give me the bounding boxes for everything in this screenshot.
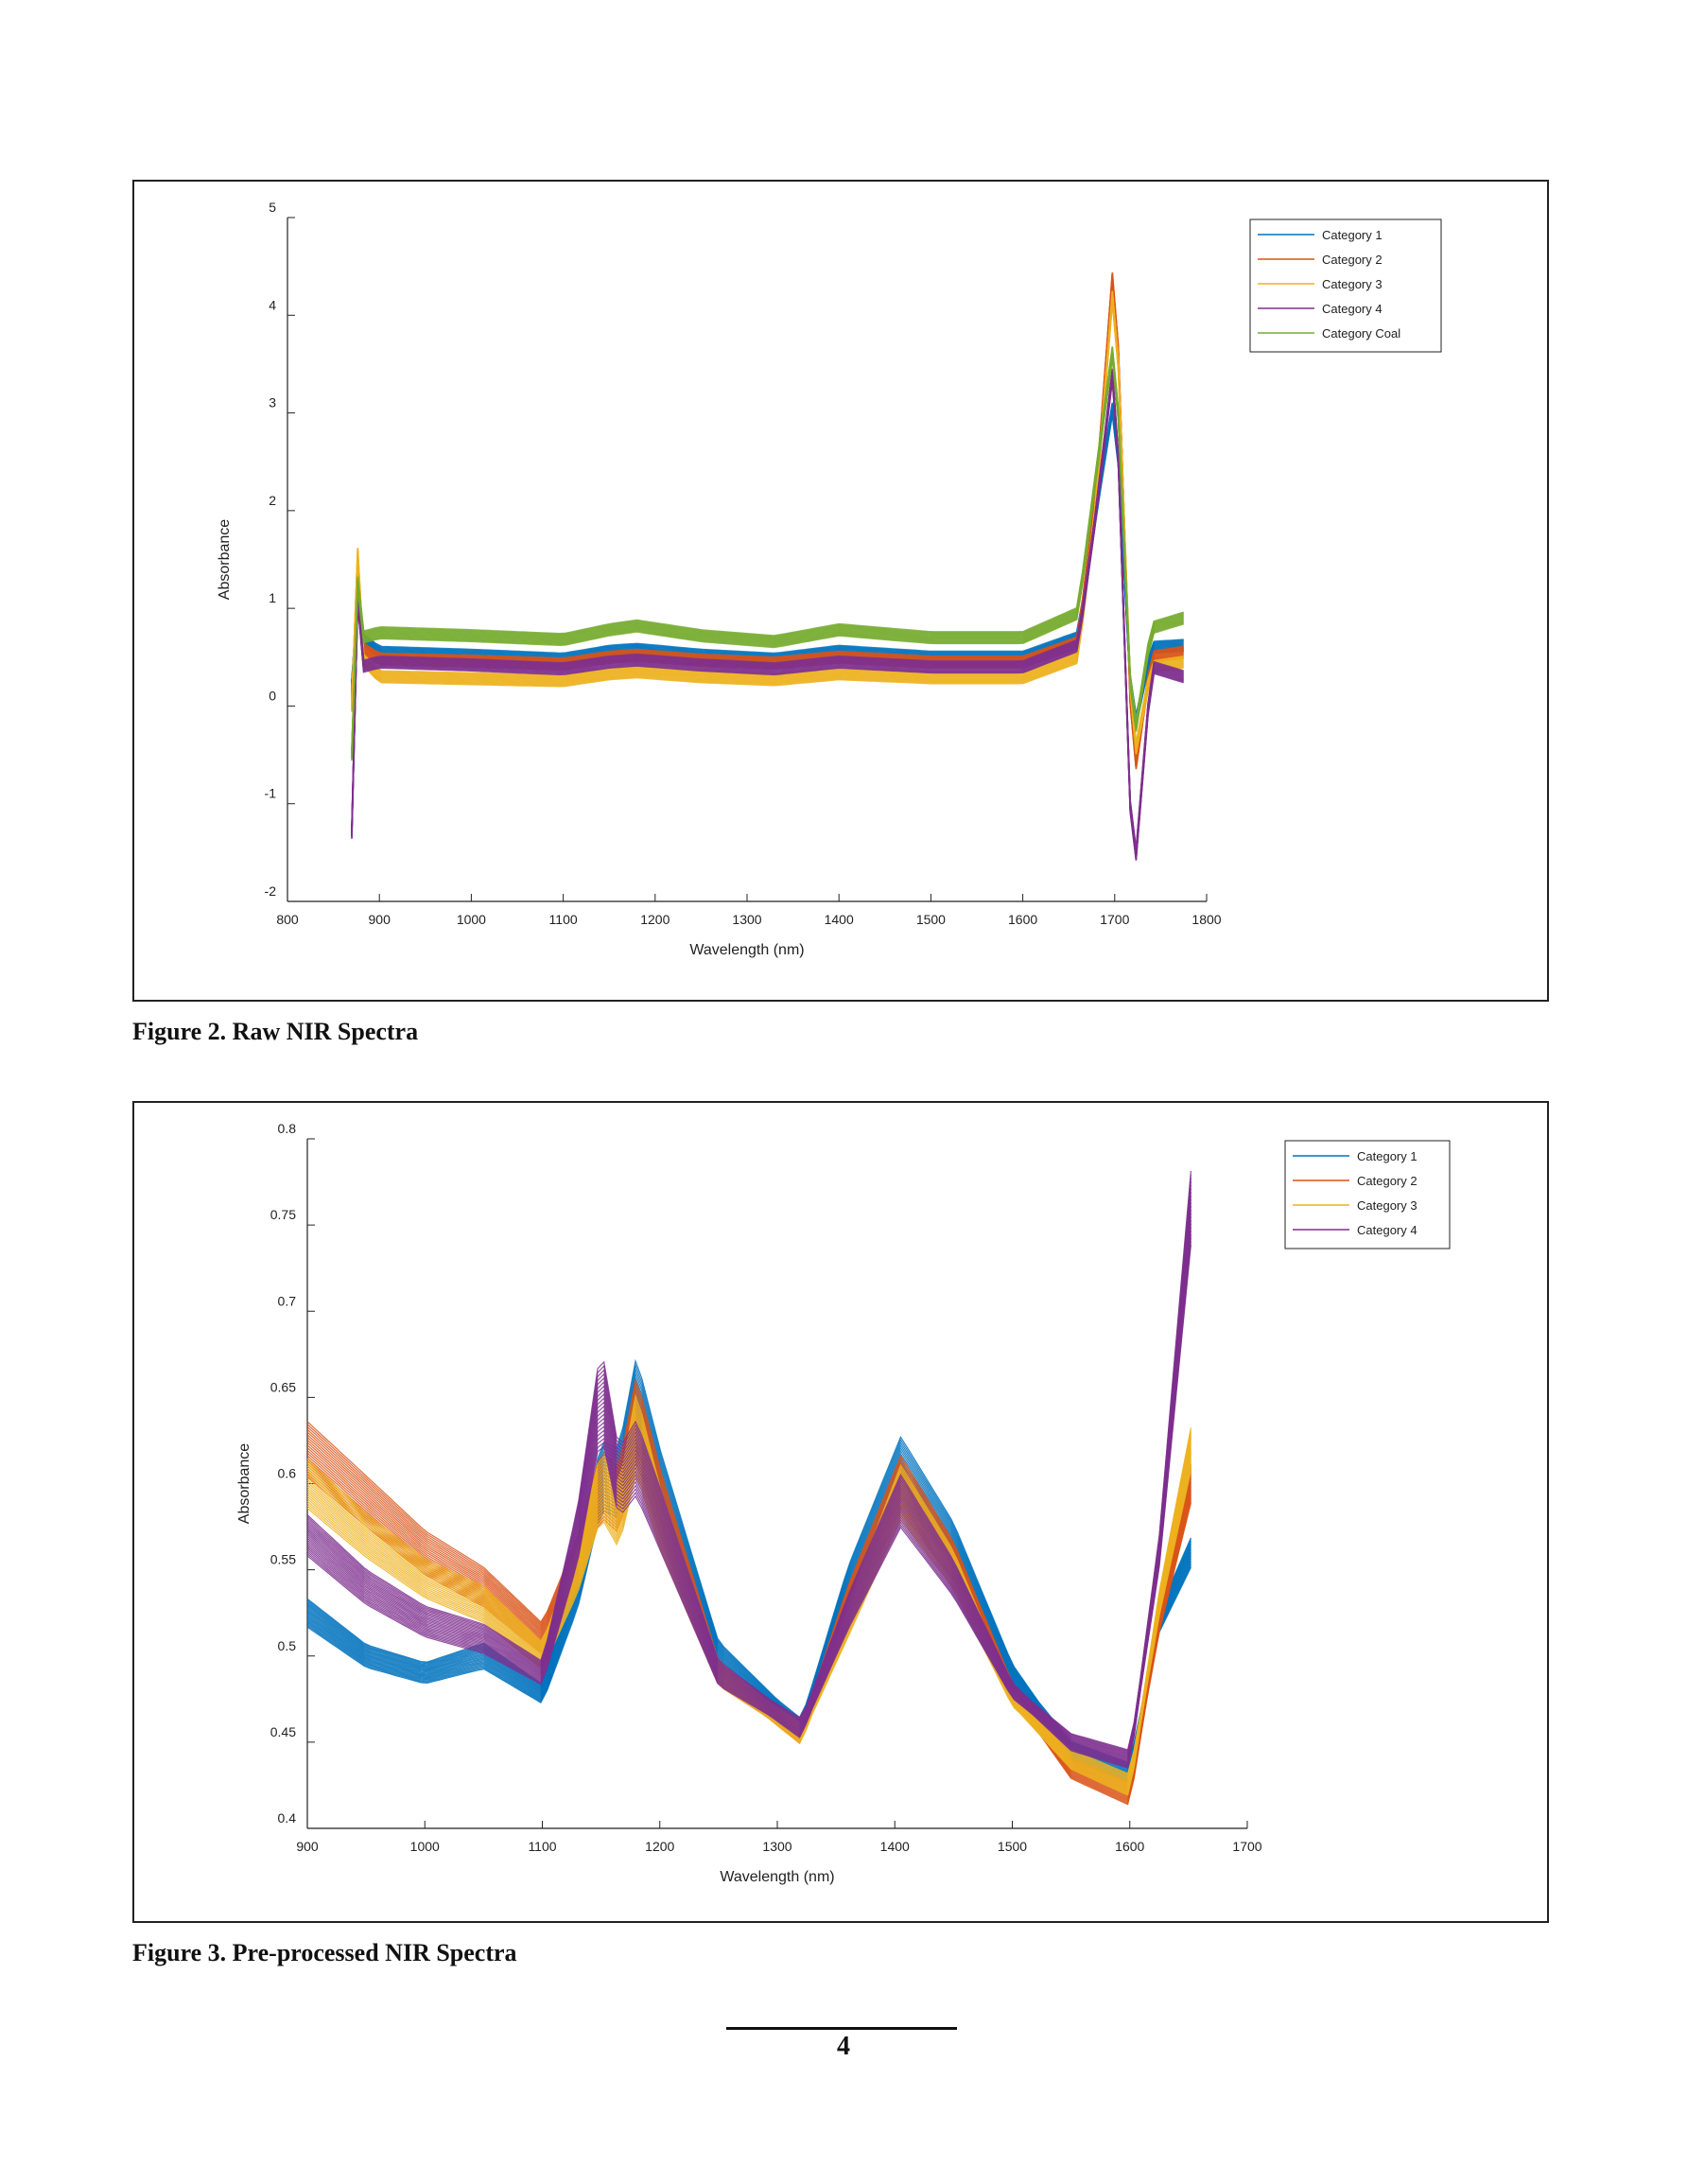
series-line [352, 283, 1184, 768]
y-tick-label: 0.7 [277, 1293, 296, 1309]
legend-label: Category Coal [1322, 326, 1401, 341]
series-line [307, 1419, 1191, 1775]
series-line [352, 282, 1184, 767]
y-tick-label: -2 [264, 883, 276, 899]
y-tick-label: 0.5 [277, 1637, 296, 1653]
figure-2-caption: Figure 2. Raw NIR Spectra [132, 1018, 419, 1045]
series-line [307, 1390, 1191, 1770]
x-tick-label: 1500 [997, 1839, 1028, 1854]
figure-3-caption: Figure 3. Pre-processed NIR Spectra [132, 1939, 517, 1966]
x-tick-label: 800 [276, 912, 299, 927]
x-tick-label: 1600 [1008, 912, 1038, 927]
x-tick-label: 1300 [732, 912, 762, 927]
series-category-4 [352, 369, 1184, 861]
x-tick-label: 1200 [640, 912, 670, 927]
series-line [352, 275, 1184, 760]
series-line [352, 371, 1184, 851]
series-line [352, 348, 1184, 751]
preprocessed-nir-spectra-chart [134, 1103, 1547, 1921]
series-line [307, 1411, 1191, 1774]
x-tick-label: 1100 [548, 912, 578, 927]
legend-label: Category 1 [1357, 1149, 1417, 1163]
x-tick-label: 1500 [915, 912, 946, 927]
y-tick-label: 0.45 [270, 1723, 296, 1739]
series-line [352, 358, 1184, 760]
series-line [352, 347, 1184, 750]
x-tick-label: 1400 [879, 1839, 910, 1854]
x-tick-label: 1200 [645, 1839, 675, 1854]
legend-label: Category 2 [1322, 253, 1383, 267]
x-tick-label: 900 [296, 1839, 319, 1854]
series-line [307, 1407, 1191, 1777]
series-line [352, 276, 1184, 761]
y-tick-label: 0.8 [277, 1121, 296, 1136]
series-line [352, 280, 1184, 765]
legend-label: Category 3 [1322, 277, 1383, 291]
series-line [352, 369, 1184, 849]
y-tick-label: 0 [269, 688, 276, 704]
y-tick-label: 0.6 [277, 1465, 296, 1481]
y-tick-label: 2 [269, 492, 276, 508]
series-category-3 [352, 290, 1184, 754]
legend-label: Category 2 [1357, 1174, 1417, 1188]
page-number: 4 [837, 2032, 850, 2061]
series-line [352, 284, 1184, 769]
series-line [352, 357, 1184, 760]
legend-label: Category 1 [1322, 228, 1383, 242]
series-line [352, 283, 1184, 768]
series-line [352, 372, 1184, 852]
series-line [352, 354, 1184, 757]
y-tick-label: 0.65 [270, 1379, 296, 1395]
page-number-rule [726, 2027, 957, 2030]
series-line [307, 1399, 1191, 1772]
series-line [307, 1396, 1191, 1773]
x-tick-label: 900 [368, 912, 391, 927]
series-line [352, 358, 1184, 761]
series-category-2 [352, 272, 1184, 769]
figure-3-frame [132, 1101, 1549, 1923]
series-line [352, 370, 1184, 850]
series-line [352, 277, 1184, 762]
series-line [352, 373, 1184, 853]
x-tick-label: 1100 [528, 1839, 557, 1854]
series-line [352, 279, 1184, 764]
x-tick-label: 1700 [1100, 912, 1130, 927]
y-tick-label: 5 [269, 200, 276, 215]
y-tick-label: 3 [269, 394, 276, 411]
legend-label: Category 3 [1357, 1198, 1417, 1213]
legend-label: Category 4 [1322, 302, 1383, 316]
series-line [352, 350, 1184, 753]
y-tick-label: 0.55 [270, 1551, 296, 1567]
y-axis-label: Absorbance [217, 518, 233, 601]
y-tick-label: 0.4 [277, 1810, 296, 1826]
x-axis-label: Wavelength (nm) [689, 942, 805, 958]
series-line [352, 353, 1184, 756]
raw-nir-spectra-chart [134, 182, 1547, 1000]
series-line [352, 356, 1184, 759]
series-line [352, 352, 1184, 754]
series-line [352, 278, 1184, 763]
series-line [352, 274, 1184, 760]
x-tick-label: 1300 [762, 1839, 792, 1854]
legend-label: Category 4 [1357, 1223, 1417, 1237]
y-tick-label: 4 [269, 297, 276, 313]
x-tick-label: 1800 [1191, 912, 1222, 927]
series-line [352, 303, 1184, 755]
series-line [352, 349, 1184, 752]
figure-2-frame [132, 180, 1549, 1002]
series-line [352, 373, 1184, 853]
y-tick-label: 0.75 [270, 1207, 296, 1223]
y-tick-label: 1 [269, 590, 276, 606]
x-tick-label: 1000 [409, 1839, 440, 1854]
series-category-coal [352, 346, 1184, 760]
x-axis-label: Wavelength (nm) [720, 1869, 835, 1885]
x-tick-label: 1700 [1232, 1839, 1262, 1854]
x-tick-label: 1600 [1115, 1839, 1145, 1854]
series-line [352, 355, 1184, 758]
x-tick-label: 1400 [824, 912, 854, 927]
series-line [352, 281, 1184, 766]
y-tick-label: -1 [264, 785, 276, 801]
x-tick-label: 1000 [456, 912, 486, 927]
series-line [352, 346, 1184, 749]
series-line [352, 374, 1184, 854]
y-axis-label: Absorbance [236, 1442, 252, 1525]
series-line [352, 351, 1184, 753]
